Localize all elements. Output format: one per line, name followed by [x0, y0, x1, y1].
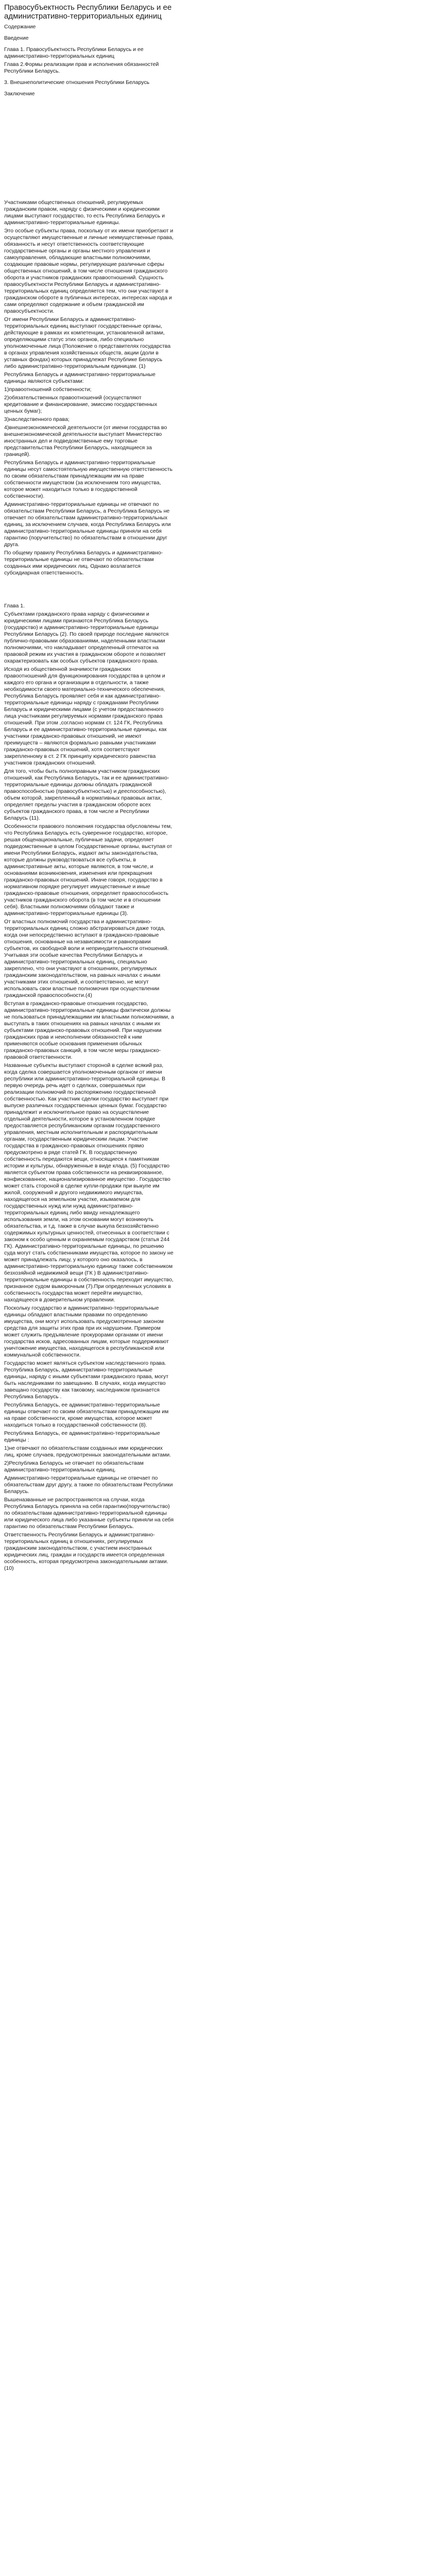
chapter-1-paragraph: Исходя из общественной значимости гражданских правоотношений для функционирования государства в целом и каждого его органа и организации в отдельности, а также необходимости своего материально-технического обеспечения, Республика Беларусь проявляет себя и как административно-территориальные единицы наряду с гражданами Республики Беларусь и юридическими лицами (с учетом предоставленного лица участниками регулируемых нормами гражданского права отношений. При этом ,согласно нормам ст. 124 ГК, Республика Беларусь и ее административно-территориальные единицы, как участники гражданско-правовых отношений, не имеют преимуществ – являются формально равными участниками гражданско-правовых отношений, хотя соответствуют закрепленному в ст. 2 ГК принципу юридического равенства участников гражданских отношений.	[4, 666, 167, 766]
chapter-1-paragraph: Республика Беларусь, ее административно-территориальные единицы отвечают по своим обязательствам принадлежащим им на праве собственности, кроме имущества, которое может находиться только в государственной собственности (8).	[4, 1402, 169, 1428]
intro-paragraph: По общему правилу Республика Беларусь и административно-территориальные единицы не отвечают по обязательствам созданных ими юридических лиц. Однако возлагается субсидиарная ответственность.	[4, 550, 163, 576]
document-title: Правосубъектность Республики Беларусь и ее административно-территориальных единиц	[4, 3, 172, 21]
intro-paragraph: Республика Беларусь и административно-территориальные единицы несут самостоятельную имущественную ответственность по своим обязательствам принадлежащим им на праве собственности имуществом (за исключением того имущества, которое может находиться только в государственной собственности).	[4, 460, 173, 499]
chapter-1-paragraph: Государство может являться субъектом наследственного права. Республика Беларусь, административно-территориальные единицы, наряду с иными субъектами гражданского права, могут быть наследниками по завещанию. В случаях, когда имущество завещано государству как таковому, наследником признается Республика Беларусь .	[4, 1360, 169, 1400]
intro-paragraph: 2)обязательственных правоотношений (осуществляют кредитование и финансирование, эмиссию государственных ценных бумаг);	[4, 395, 158, 414]
chapter-1-paragraph: От властных полномочий государства и административно-территориальных единиц сложно абстрагироваться даже тогда, когда они непосредственно вступают в гражданско-правовые отношения, основанные на независимости и равноправии субъектов, их свободной воли и непринудительности отношений. Учитывая эти особые качества Республики Беларусь и административно-территориальных единиц, специально закреплено, что они участвуют в отношениях, регулируемых гражданским законодательством, на равных началах с иными участниками этих отношений, и соответственно, не могут использовать свои властные полномочия при осуществлении гражданской правоспособности.(4)	[4, 919, 169, 998]
chapter-1-paragraph: Субъектами гражданского права наряду с физическими и юридическими лицами признаются Республика Беларусь (государство) и административно-территориальные единицы Республики Беларусь (2). По своей природе последние являются публично-правовыми образованиями, наделенными властными полномочиями, что накладывает определенный отпечаток на правовой режим их участия в гражданском обороте и позволяет охарактеризовать как особых субъектов гражданского права.	[4, 611, 169, 664]
intro-paragraph: От имени Республики Беларусь и административно-территориальных единиц выступают государственные органы, действующие в рамках их компетенции, установленной актами, определяющими статус этих органов, либо специально уполномоченные лица (Положение о представителях государства в органах управления хозяйственных обществ, акции (доли в уставных фондах) которых принадлежат Республике Беларусь либо административно-территориальным единицам. (1)	[4, 316, 171, 369]
chapter-1-paragraph: 2)Республика Беларусь не отвечает по обязательствам административно-территориальных единиц.	[4, 1460, 144, 1473]
chapter-1-paragraph: Административно-территориальные единицы не отвечает по обязательствам друг другу, а также по обязательствам Республики Беларусь.	[4, 1475, 173, 1495]
intro-paragraph: 1)правоотношений собственности;	[4, 386, 92, 393]
toc-item-contents[interactable]: Содержание	[4, 24, 36, 30]
chapter-1-heading: Глава 1.	[4, 603, 25, 609]
chapter-1-body	[4, 611, 174, 1572]
intro-paragraph: Это особые субъекты права, поскольку от их имени приобретают и осуществляют имущественные и личные неимущественные права, обязанность и несут ответственность соответствующие государственные органы и органы местного управления и самоуправления, обладающие властными полномочиями, создающие правовые нормы, регулирующие различные сферы общественных отношений, в том числе отношения гражданского оборота и участников гражданских правоотношений. Сущность правосубъектности Республики Беларусь и административно-территориальных единиц определяется тем, что они участвуют в гражданском обороте в публичных интересах, интересах народа и сами определяют содержание и объем гражданской им правосубъектности.	[4, 228, 173, 314]
intro-paragraph: 4)внешнеэкономической деятельности (от имени государства во внешнеэкономической деятельности выступает Министерство иностранных дел и подведомственные ему торговые представительства Республики Беларусь, находящиеся за границей).	[4, 425, 167, 457]
chapter-1-section	[4, 603, 174, 1572]
chapter-1-paragraph: Республика Беларусь, ее административно-территориальные единицы :	[4, 1430, 160, 1443]
intro-paragraph: 3)наследственного права;	[4, 416, 69, 422]
table-of-contents	[4, 24, 432, 97]
intro-paragraph: Республика Беларусь и административно-территориальные единицы являются субъектами:	[4, 371, 155, 384]
intro-paragraph: Участниками общественных отношений, регулируемых гражданским правом, наряду с физическими и юридическими лицами выступают государство, то есть Республика Беларусь и административно-территориальные единицы.	[4, 199, 165, 226]
introduction-section	[4, 199, 174, 577]
chapter-1-paragraph: Для того, чтобы быть полноправным участником гражданских отношений, как Республика Беларусь, так и ее административно-территориальные единицы должны обладать гражданской правоспособностью (правосубъектностью) и дееспособностью), объем которой, закрепленный в нормативных правовых актах, определяет пределы участия в гражданском обороте всех субъектов гражданского права, в том числе и Республики Беларусь (11).	[4, 768, 169, 821]
chapter-1-paragraph: Вышеназванные не распространяются на случаи, когда Республика Беларусь приняла на себя гарантию(поручительство) по обязательствам административно-территориальной единицы или юридического лица либо указанные субъекты приняли на себя гарантию по обязательствам Республики Беларусь.	[4, 1497, 174, 1530]
chapter-1-paragraph: Названные субъекты выступают стороной в сделке всякий раз, когда сделка совершается уполномоченным органом от имени республики или административно-территориальной единицы. В первую очередь речь идет о сделках, совершаемых при реализации полномочий по распоряжению государственной собственностью. Как участник сделки государство выступает при выпуске различных государственных ценных бумаг. Государство принадлежит и исключительное право на осуществление отдельной деятельности, которое в установленном порядке предоставляется республиканским органам государственного управления, местным исполнительным и распорядительным органам, государственным юридическим лицам. Участие государства в гражданско-правовых отношениях прямо предусмотрено в ряде статей ГК. В государственную собственность передаются вещи, относящиеся к памятникам истории и культуры, обнаруженные в виде клада. (5) Государство является субъектом права собственности на реквизированное, конфискованное, национализированное имущество . Государство может стать стороной в сделке купли-продажи при выкупе им жилой, сооружений и другого недвижимого имущества, находящегося на земельном участке, изымаемом для государственных нужд или нужд административно-территориальных единиц либо ввиду ненадлежащего использования земли, на этом основании могут возникнуть обязательства, и т.д. также в случае выкупа безхозяйственно содержимых культурных ценностей, отнесенных в соответствии с законом к особо ценным и охраняемым государством (статья 244 ГК). Административно-территориальные единицы, по решению суда могут стать собственниками имущества, которое по закону не может принадлежать лицу, у которого оно оказалось, в административно-территориальную единицу также собственником безхозяйной недвижимой вещи (ГК ) В административно-территориальные единицы в собственность переходит имущество, признанное судом выморочным (7).При определенных условиях в собственность государства может перейти имущество, находящееся в доверительном управлении.	[4, 1062, 173, 1303]
toc-item-chapter-2[interactable]: Глава 2.Формы реализации прав и исполнения обязанностей Республики Беларусь.	[4, 61, 159, 74]
chapter-1-paragraph: Поскольку государство и административно-территориальные единицы обладают властными правами по определению имущества, они могут использовать предусмотренные законом средства для защиты этих прав при их нарушении. Примером может служить предъявление прокурорами органами от имени государства исков, адресованных лицам, которые поддерживают уничтожение имущества, находящегося в республиканской или коммунальной собственности.	[4, 1305, 169, 1358]
toc-item-introduction[interactable]: Введение	[4, 35, 29, 41]
chapter-1-paragraph: Ответственность Республики Беларусь и административно-территориальных единиц в отношениях, регулируемых гражданским законодательством, с участием иностранных юридических лиц, граждан и государств имеется определенная особенность, которая предусмотрена законодательными актами.(10)	[4, 1532, 168, 1571]
intro-paragraph: Административно-территориальные единицы не отвечают по обязательствам Республики Беларусь, а Республика Беларусь не отвечает по обязательствам административно-территориальных единиц, за исключением случаев, когда Республика Беларусь или административно-территориальные единицы приняли на себя гарантию (поручительство) по обязательствам в отношении друг друга.	[4, 501, 171, 548]
chapter-1-paragraph: 1)не отвечают по обязательствам созданных ими юридических лиц, кроме случаев, предусмотренных законодательными актами.	[4, 1445, 171, 1458]
chapter-1-paragraph: Вступая в гражданско-правовые отношения государство, административно-территориальные единицы фактически должны не пользоваться принадлежащими им властными полномочиями, а выступать в таких отношениях на равных началах с иными их субъектами гражданско-правовых отношений. При нарушении гражданских прав и неисполнении обязанностей к ним применяются особые основания применения обычных гражданско-правовых санкций, в том числе меры гражданско-правовой ответственности.	[4, 1001, 174, 1060]
toc-item-chapter-1[interactable]: Глава 1. Правосубъектность Республики Беларусь и ее административно-территориальных единиц	[4, 46, 144, 59]
toc-item-conclusion[interactable]: Заключение	[4, 91, 35, 97]
toc-item-section-3[interactable]: 3. Внешнеполитические отношения Республики Беларусь	[4, 79, 150, 86]
chapter-1-paragraph: Особенности правового положения государства обусловлены тем, что Республика Беларусь есть суверенное государство, которое, решая общенациональные, публичные задачи, определяет подведомственные в целом Государственные органы, выступая от имени Республики Беларусь, издают акты законодательства, которые должны руководствоваться все субъекты, в административные акты, которые являются, в том числе, и основаниями возникновения, изменения или прекращения гражданско-правовых отношений. Иначе говоря, государство в нормативном порядке регулирует имущественные и иные гражданско-правовые отношения, определяет правоспособность участников гражданского оборота (в том числе и в отношении себя). Властными полномочиями обладают также и административно-территориальные единицы (3).	[4, 823, 172, 917]
